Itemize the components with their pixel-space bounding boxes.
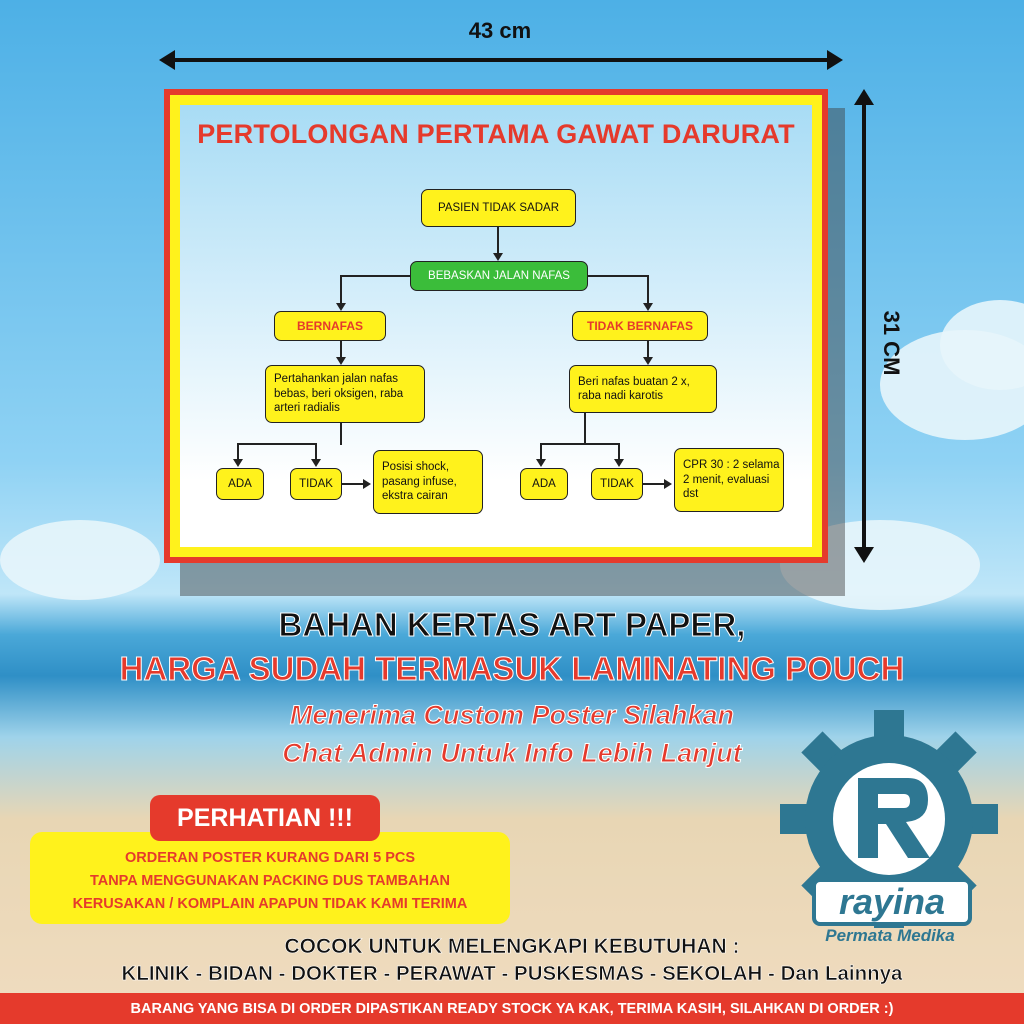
connector	[643, 483, 665, 485]
notice-line: TANPA MENGGUNAKAN PACKING DUS TAMBAHAN	[89, 873, 451, 889]
flow-step: BEBASKAN JALAN NAFAS	[410, 261, 588, 291]
flow-left-ada: ADA	[216, 468, 264, 500]
arrow-head	[311, 459, 321, 467]
brand-tagline: Permata Medika	[825, 926, 955, 945]
height-arrow	[862, 95, 866, 557]
headline-custom: Menerima Custom Poster Silahkan	[289, 700, 735, 730]
width-label: 43 cm	[468, 18, 532, 43]
headline-price: HARGA SUDAH TERMASUK LAMINATING POUCH	[119, 650, 905, 687]
arrow-head	[643, 303, 653, 311]
arrow-head	[664, 479, 672, 489]
notice-line: KERUSAKAN / KOMPLAIN APAPUN TIDAK KAMI TERIMA	[72, 896, 468, 912]
poster-title: PERTOLONGAN PERTAMA GAWAT DARURAT	[197, 119, 795, 149]
flow-right-ada: ADA	[520, 468, 568, 500]
suitable-title: COCOK UNTUK MELENGKAPI KEBUTUHAN :	[284, 935, 740, 958]
flow-left-result: Posisi shock, pasang infuse, ekstra cairan	[373, 450, 483, 514]
suitable-list: KLINIK - BIDAN - DOKTER - PERAWAT - PUSKESMAS - SEKOLAH - Dan Lainnya	[121, 962, 903, 985]
flow-right-action: Beri nafas buatan 2 x, raba nadi karotis	[569, 365, 717, 413]
notice-title: PERHATIAN !!!	[150, 795, 380, 841]
poster	[164, 89, 828, 563]
connector	[340, 423, 342, 445]
footer-text: BARANG YANG BISA DI ORDER DIPASTIKAN READY STOCK YA KAK, TERIMA KASIH, SILAHKAN DI ORDER :)	[130, 1000, 894, 1017]
arrow-head	[233, 459, 243, 467]
footer-bar	[0, 993, 1024, 1024]
notice-line: ORDERAN POSTER KURANG DARI 5 PCS	[124, 850, 416, 866]
connector	[540, 443, 620, 445]
arrow-head	[336, 357, 346, 365]
arrow-head	[493, 253, 503, 261]
headline-chat: Chat Admin Untuk Info Lebih Lanjut	[282, 738, 742, 768]
flow-left-tidak: TIDAK	[290, 468, 342, 500]
connector	[342, 483, 364, 485]
width-arrow	[165, 58, 837, 62]
cloud	[0, 520, 160, 600]
arrow-head	[363, 479, 371, 489]
connector	[340, 275, 410, 277]
poster-border	[170, 95, 822, 557]
flow-root: PASIEN TIDAK SADAR	[421, 189, 576, 227]
arrow-head	[536, 459, 546, 467]
flow-left-action: Pertahankan jalan nafas bebas, beri oksigen, raba arteri radialis	[265, 365, 425, 423]
connector	[497, 227, 499, 255]
height-label: 31 CM	[879, 310, 904, 376]
connector	[237, 443, 317, 445]
connector	[588, 275, 648, 277]
arrow-head	[643, 357, 653, 365]
poster-content	[180, 105, 812, 547]
brand-name: rayina	[812, 878, 972, 926]
headline-material: BAHAN KERTAS ART PAPER,	[278, 606, 746, 643]
flow-right-tidak: TIDAK	[591, 468, 643, 500]
arrow-head	[614, 459, 624, 467]
flow-right-branch: TIDAK BERNAFAS	[572, 311, 708, 341]
connector	[584, 413, 586, 445]
flow-right-result: CPR 30 : 2 selama 2 menit, evaluasi dst	[674, 448, 784, 512]
flow-left-branch: BERNAFAS	[274, 311, 386, 341]
arrow-head	[336, 303, 346, 311]
